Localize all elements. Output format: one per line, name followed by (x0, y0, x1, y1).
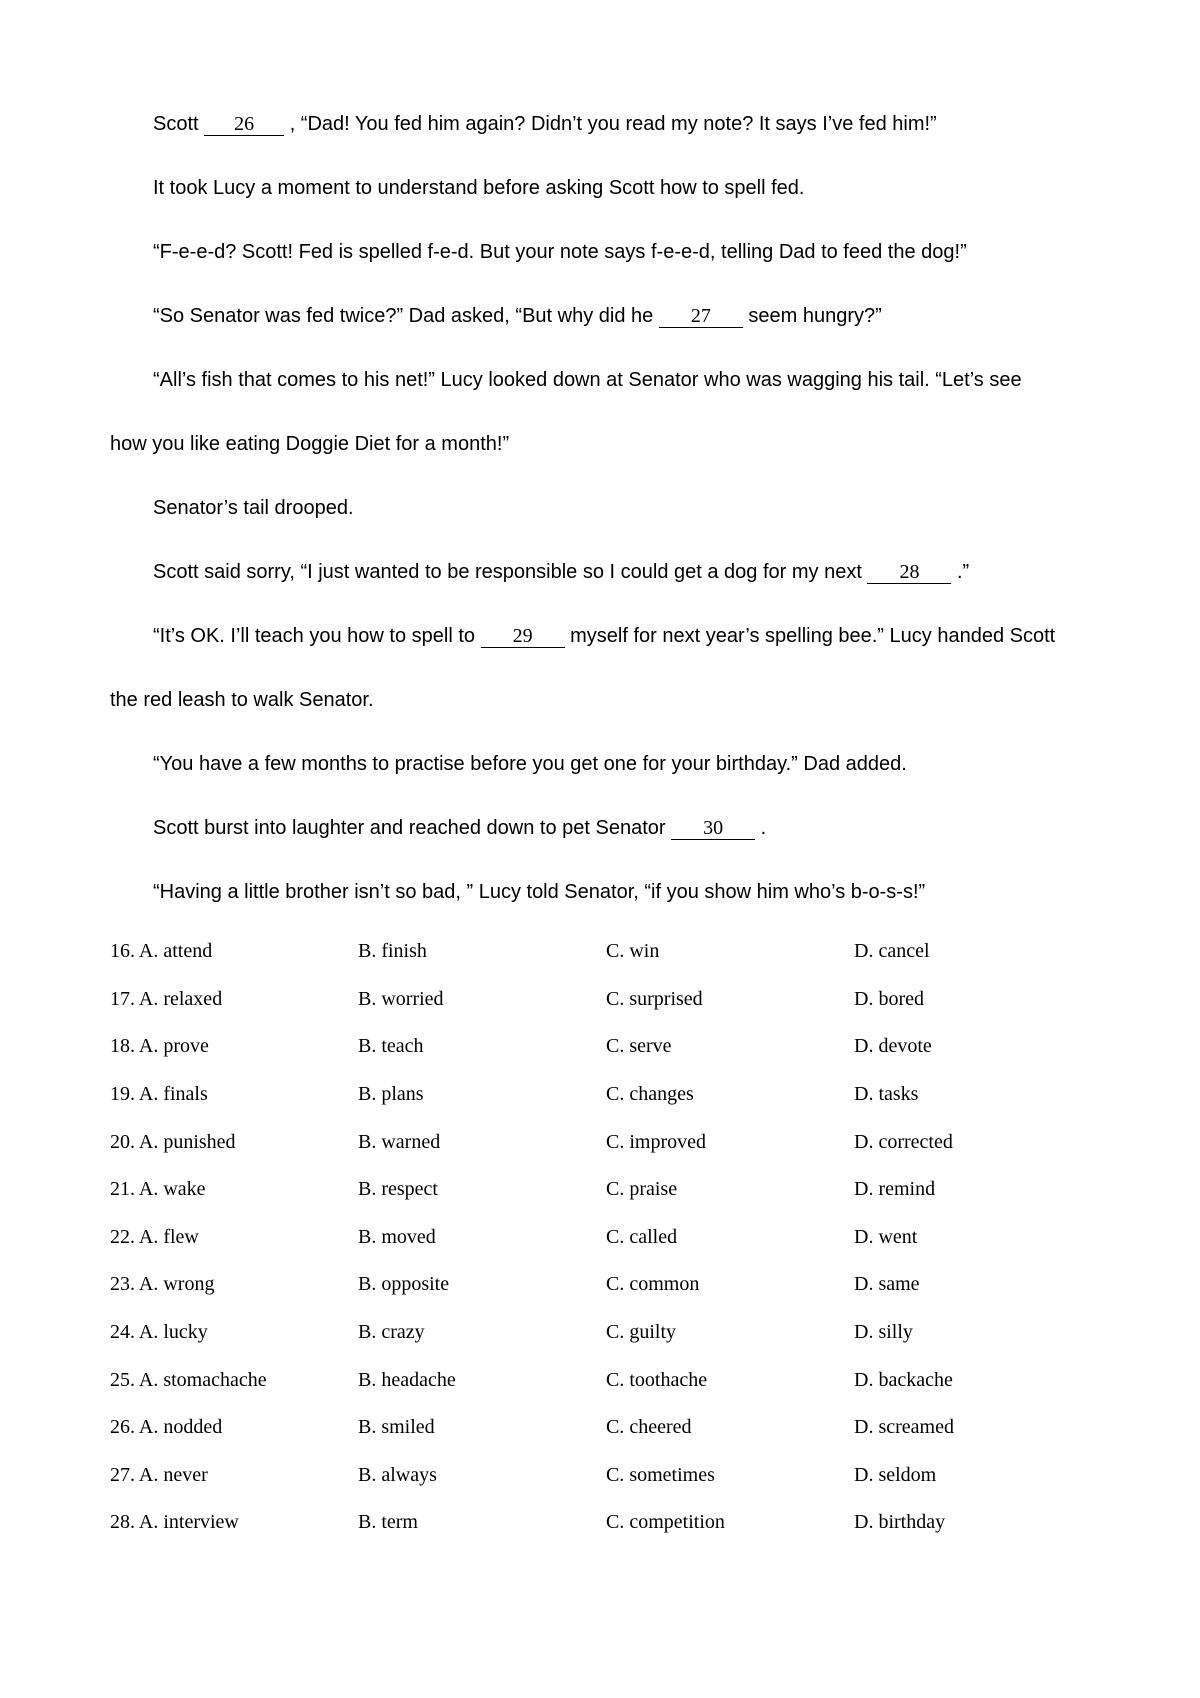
option-d: D. birthday (854, 1511, 946, 1534)
option-a: 27. A. never (110, 1463, 208, 1486)
option-b: B. crazy (358, 1321, 425, 1344)
paragraph-text: myself for next year’s spelling bee.” Lucy handed Scott (564, 625, 1056, 647)
option-d: D. went (854, 1225, 918, 1248)
option-b: B. headache (358, 1368, 456, 1391)
paragraph-text: seem hungry?” (742, 305, 882, 327)
option-a: 16. A. attend (110, 940, 213, 963)
passage-paragraph: It took Lucy a moment to understand before asking Scott how to spell fed. (153, 177, 805, 199)
paragraph-text: “It’s OK. I’ll teach you how to spell to (153, 625, 481, 647)
paragraph-text: .” (951, 561, 970, 583)
fill-in-blank: 28 (867, 561, 951, 584)
question-row (110, 1499, 1110, 1547)
option-d: D. same (854, 1273, 920, 1296)
option-c: C. toothache (606, 1368, 708, 1391)
option-d: D. screamed (854, 1416, 954, 1439)
fill-in-blank: 26 (204, 113, 284, 136)
question-row (110, 1261, 1110, 1309)
question-row (110, 1023, 1110, 1071)
option-a: 28. A. interview (110, 1511, 239, 1534)
option-a: 25. A. stomachache (110, 1368, 267, 1391)
passage-paragraph: “All’s fish that comes to his net!” Lucy looked down at Senator who was wagging his tail. “Let’s see (153, 369, 1022, 391)
option-b: B. teach (358, 1035, 424, 1058)
option-c: C. win (606, 940, 660, 963)
question-row (110, 1118, 1110, 1166)
question-row (110, 1309, 1110, 1357)
option-a: 19. A. finals (110, 1083, 208, 1106)
question-row (110, 1404, 1110, 1452)
option-a: 24. A. lucky (110, 1321, 208, 1344)
option-a: 26. A. nodded (110, 1416, 223, 1439)
question-row (110, 1356, 1110, 1404)
passage-paragraph (153, 110, 1153, 138)
question-row (110, 1166, 1110, 1214)
option-c: C. guilty (606, 1321, 677, 1344)
passage-paragraph (153, 622, 1153, 650)
paragraph-text: Scott burst into laughter and reached down to pet Senator (153, 817, 672, 839)
option-c: C. improved (606, 1130, 706, 1153)
option-b: B. always (358, 1463, 437, 1486)
option-a: 22. A. flew (110, 1225, 199, 1248)
option-d: D. silly (854, 1321, 913, 1344)
paragraph-text: , “Dad! You fed him again? Didn’t you read my note? It says I’ve fed him!” (284, 113, 937, 135)
paragraph-text: “So Senator was fed twice?” Dad asked, “But why did he (153, 305, 659, 327)
question-row (110, 1452, 1110, 1500)
option-c: C. sometimes (606, 1463, 715, 1486)
passage-paragraph: how you like eating Doggie Diet for a month!” (110, 433, 510, 455)
option-c: C. praise (606, 1178, 678, 1201)
passage-paragraph: Senator’s tail drooped. (153, 497, 354, 519)
option-a: 18. A. prove (110, 1035, 209, 1058)
question-row (110, 976, 1110, 1024)
option-a: 20. A. punished (110, 1130, 236, 1153)
option-d: D. cancel (854, 940, 930, 963)
option-c: C. serve (606, 1035, 672, 1058)
passage-paragraph (153, 814, 1153, 842)
option-b: B. term (358, 1511, 418, 1534)
fill-in-blank: 27 (659, 305, 743, 328)
fill-in-blank: 29 (481, 625, 565, 648)
question-row (110, 1214, 1110, 1262)
option-d: D. devote (854, 1035, 932, 1058)
option-d: D. seldom (854, 1463, 937, 1486)
passage-paragraph (153, 302, 1153, 330)
option-d: D. tasks (854, 1083, 919, 1106)
passage-paragraph: “You have a few months to practise before you get one for your birthday.” Dad added. (153, 753, 907, 775)
paragraph-text: Scott said sorry, “I just wanted to be responsible so I could get a dog for my next (153, 561, 868, 583)
option-a: 23. A. wrong (110, 1273, 215, 1296)
option-c: C. cheered (606, 1416, 692, 1439)
question-row (110, 1071, 1110, 1119)
passage-paragraph: the red leash to walk Senator. (110, 689, 374, 711)
option-c: C. common (606, 1273, 700, 1296)
question-row (110, 928, 1110, 976)
passage-paragraph: “Having a little brother isn’t so bad, ” Lucy told Senator, “if you show him who’s b-o-s-s!” (153, 881, 926, 903)
option-c: C. called (606, 1225, 678, 1248)
option-a: 21. A. wake (110, 1178, 206, 1201)
option-c: C. competition (606, 1511, 725, 1534)
option-a: 17. A. relaxed (110, 987, 223, 1010)
option-d: D. corrected (854, 1130, 953, 1153)
paragraph-text: Scott (153, 113, 205, 135)
option-b: B. worried (358, 987, 444, 1010)
option-b: B. moved (358, 1225, 436, 1248)
option-c: C. changes (606, 1083, 694, 1106)
option-b: B. plans (358, 1083, 424, 1106)
option-b: B. smiled (358, 1416, 435, 1439)
option-d: D. backache (854, 1368, 953, 1391)
option-b: B. finish (358, 940, 427, 963)
option-b: B. warned (358, 1130, 441, 1153)
option-d: D. bored (854, 987, 924, 1010)
option-b: B. opposite (358, 1273, 450, 1296)
option-b: B. respect (358, 1178, 438, 1201)
passage-paragraph (153, 558, 1153, 586)
option-d: D. remind (854, 1178, 936, 1201)
answer-options-list (110, 928, 1110, 1547)
paragraph-text: . (755, 817, 767, 839)
passage-paragraph: “F-e-e-d? Scott! Fed is spelled f-e-d. But your note says f-e-e-d, telling Dad to feed the dog!” (153, 241, 967, 263)
fill-in-blank: 30 (671, 817, 755, 840)
option-c: C. surprised (606, 987, 703, 1010)
